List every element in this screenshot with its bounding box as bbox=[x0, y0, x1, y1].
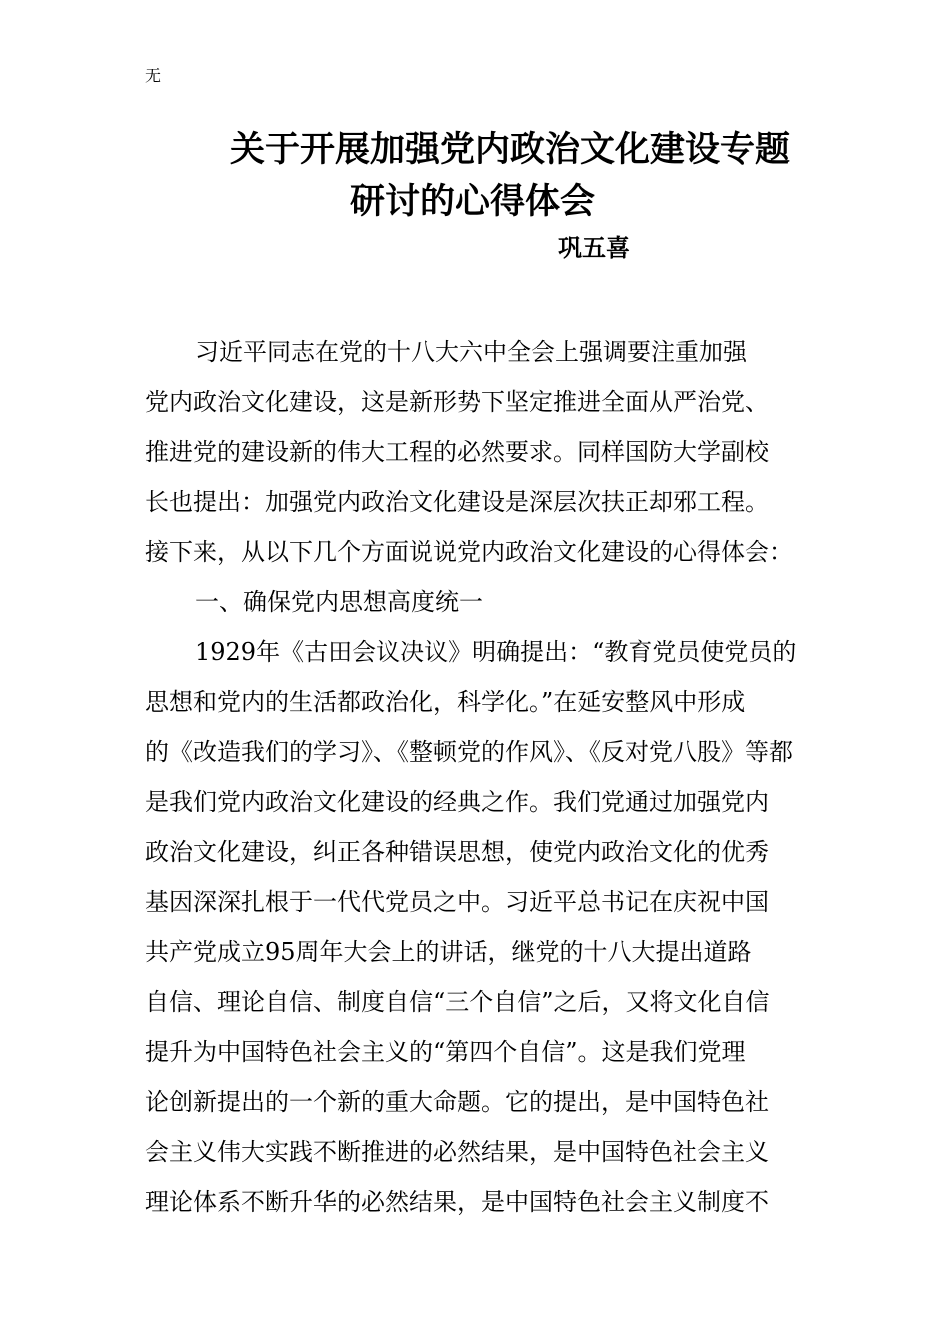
author-name: 巩五喜 bbox=[558, 234, 630, 262]
header-mark: 无 bbox=[145, 66, 162, 85]
body-line: 基因深深扎根于一代代党员之中。习近平总书记在庆祝中国 bbox=[145, 888, 769, 916]
body-line: 理论体系不断升华的必然结果，是中国特色社会主义制度不 bbox=[145, 1188, 769, 1216]
section-heading: 一、确保党内思想高度统一 bbox=[195, 588, 483, 616]
body-line: 政治文化建设，纠正各种错误思想，使党内政治文化的优秀 bbox=[145, 838, 769, 866]
body-line: 1929年《古田会议决议》明确提出：“教育党员使党员的 bbox=[195, 638, 797, 666]
title-line-2: 研讨的心得体会 bbox=[350, 182, 596, 222]
body-line: 推进党的建设新的伟大工程的必然要求。同样国防大学副校 bbox=[145, 438, 769, 466]
body-line: 论创新提出的一个新的重大命题。它的提出，是中国特色社 bbox=[145, 1088, 769, 1116]
body-text bbox=[145, 327, 825, 1227]
body-line: 思想和党内的生活都政治化，科学化。”在延安整风中形成 bbox=[145, 688, 746, 716]
body-line: 党内政治文化建设，这是新形势下坚定推进全面从严治党、 bbox=[145, 388, 769, 416]
body-line: 长也提出：加强党内政治文化建设是深层次扶正却邪工程。 bbox=[145, 488, 769, 516]
body-line: 提升为中国特色社会主义的“第四个自信”。这是我们党理 bbox=[145, 1038, 746, 1066]
body-line: 习近平同志在党的十八大六中全会上强调要注重加强 bbox=[195, 338, 747, 366]
body-line: 是我们党内政治文化建设的经典之作。我们党通过加强党内 bbox=[145, 788, 769, 816]
body-line: 的《改造我们的学习》、《整顿党的作风》、《反对党八股》等都 bbox=[145, 738, 793, 766]
title-line-1: 关于开展加强党内政治文化建设专题 bbox=[230, 130, 791, 170]
body-line: 共产党成立95周年大会上的讲话，继党的十八大提出道路 bbox=[145, 938, 752, 966]
body-line: 接下来，从以下几个方面说说党内政治文化建设的心得体会： bbox=[145, 538, 793, 566]
body-line: 会主义伟大实践不断推进的必然结果，是中国特色社会主义 bbox=[145, 1138, 769, 1166]
body-line: 自信、理论自信、制度自信“三个自信”之后，又将文化自信 bbox=[145, 988, 770, 1016]
